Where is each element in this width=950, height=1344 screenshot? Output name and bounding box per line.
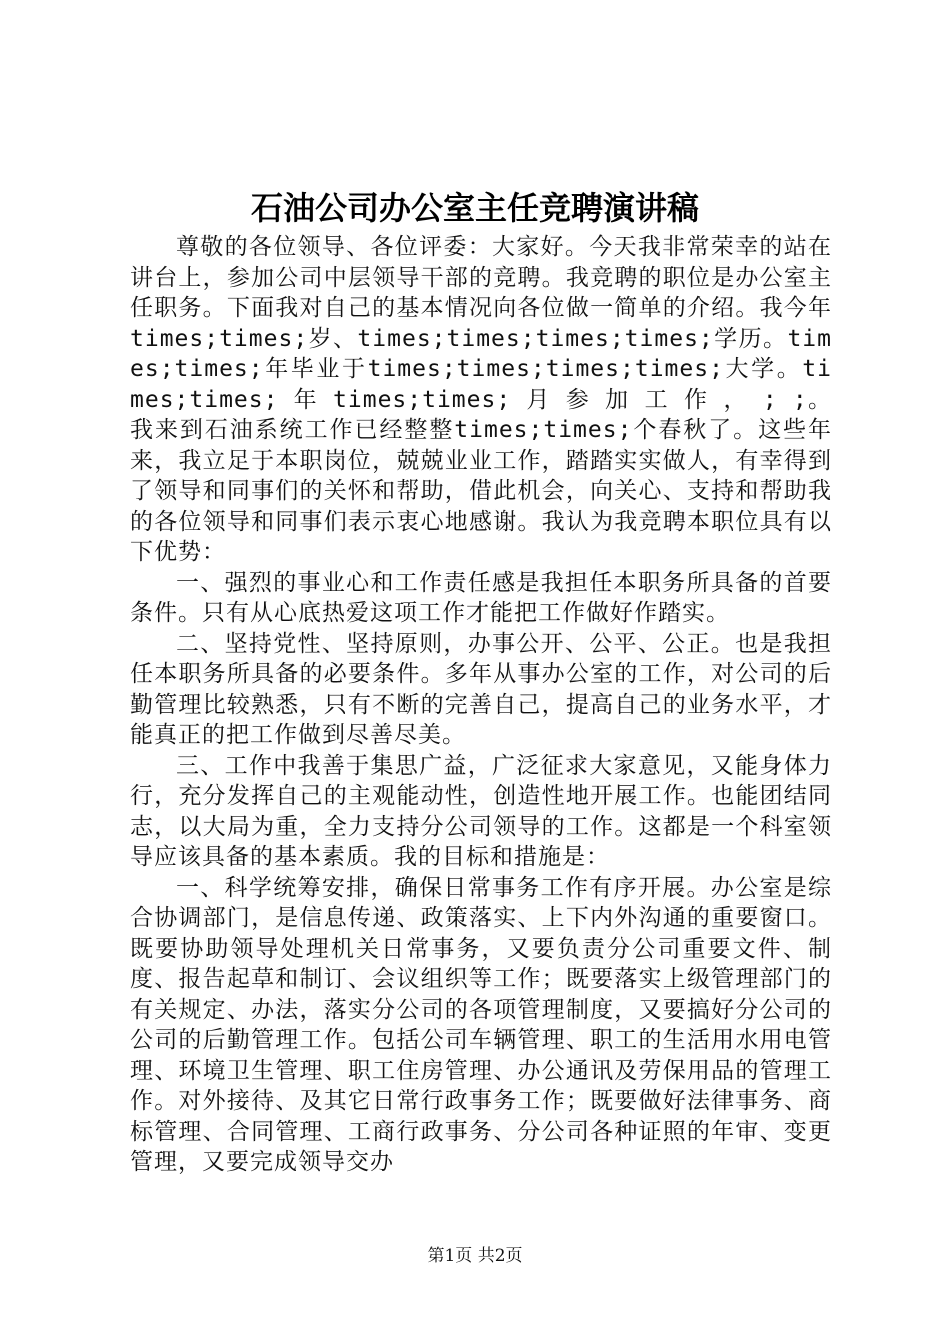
paragraph-advantage-1: 一、强烈的事业心和工作责任感是我担任本职务所具备的首要条件。只有从心底热爱这项工作才能把工作做好作踏实。 [130,569,832,626]
page-footer: 第1页 共2页 [427,1246,523,1266]
paragraph-measure-1: 一、科学统筹安排，确保日常事务工作有序开展。办公室是综合协调部门，是信息传递、政策落实、上下内外沟通的重要窗口。既要协助领导处理机关日常事务，又要负责分公司重要文件、制度、报告起草和制订、会议组织等工作；既要落实上级管理部门的有关规定、办法，落实分公司的各项管理制度，又要搞好分公司的公司的后勤管理工作。包括公司车辆管理、职工的生活用水用电管理、环境卫生管理、职工住房管理、办公通讯及劳保用品的管理工作。对外接待、及其它日常行政事务工作；既要做好法律事务、商标管理、合同管理、工商行政事务、分公司各种证照的年审、变更管理，又要完成领导交办 [130,874,832,1175]
paragraph-advantage-2: 二、坚持党性、坚持原则，办事公开、公平、公正。也是我担任本职务所具备的必要条件。多年从事办公室的工作，对公司的后勤管理比较熟悉，只有不断的完善自己，提高自己的业务水平，才能真正的把工作做到尽善尽美。 [130,630,832,748]
paragraph-intro: 尊敬的各位领导、各位评委：大家好。今天我非常荣幸的站在讲台上，参加公司中层领导干部的竞聘。我竞聘的职位是办公室主任职务。下面我对自己的基本情况向各位做一简单的介绍。我今年times;times;岁、times;times;times;times;学历。times;times;年毕业于times;times;times;times;大学。times;times; 年 times;times; 月 参 加 工 作 ， ; ;。我来到石油系统工作已经整整times;times;个春秋了。这些年来，我立足于本职岗位，兢兢业业工作，踏踏实实做人，有幸得到了领导和同事们的关怀和帮助，借此机会，向关心、支持和帮助我的各位领导和同事们表示衷心地感谢。我认为我竞聘本职位具有以下优势： [130,234,832,565]
paragraph-advantage-3: 三、工作中我善于集思广益，广泛征求大家意见，又能身体力行，充分发挥自己的主观能动性，创造性地开展工作。也能团结同志，以大局为重，全力支持分公司领导的工作。这都是一个科室领导应该具备的基本素质。我的目标和措施是： [130,752,832,870]
document-title: 石油公司办公室主任竞聘演讲稿 [250,189,699,227]
document-body [130,232,832,1178]
